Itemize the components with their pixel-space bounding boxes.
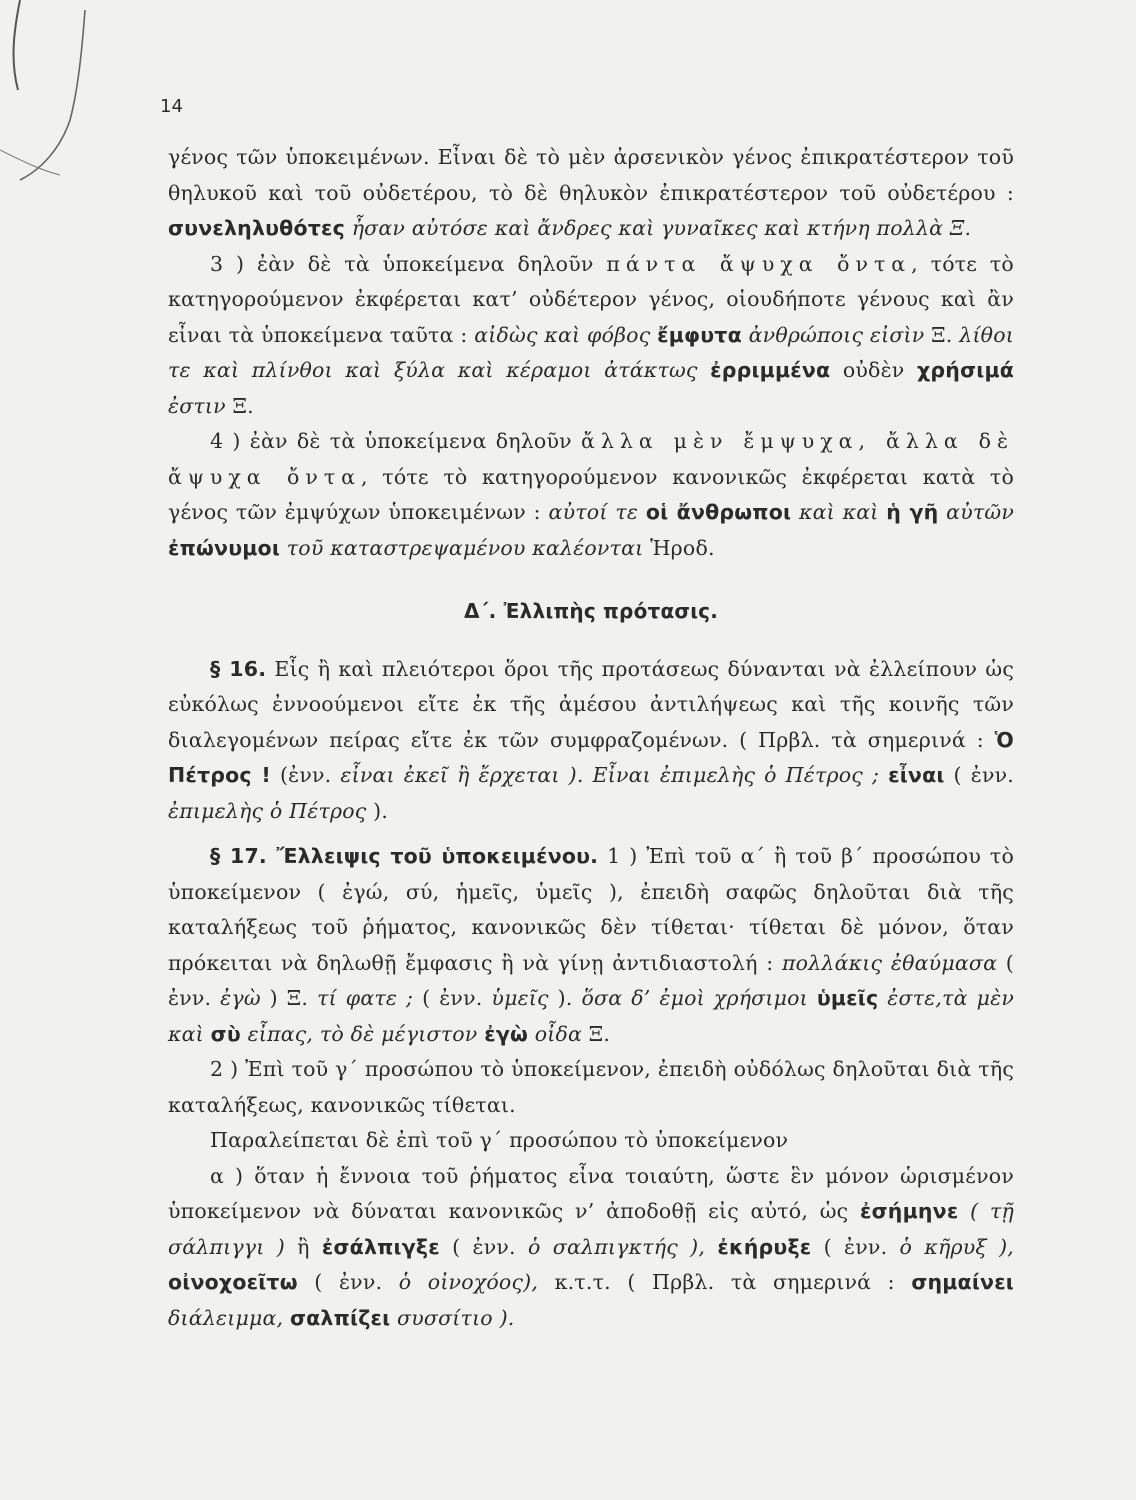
text: Ξ. xyxy=(924,322,960,347)
example-italic: τοῦ καταστρεψαμένου καλέονται xyxy=(280,535,644,560)
example-italic: οἶδα xyxy=(528,1021,583,1046)
text: (ἐνν. xyxy=(270,763,341,787)
text: Ξ. xyxy=(582,1021,611,1046)
page-number: 14 xyxy=(160,96,183,117)
text: ( ἐνν. xyxy=(811,1234,900,1259)
example-italic: ἀνθρώποις εἰσὶν xyxy=(741,322,925,347)
example-italic: λίθοι τε καὶ πλίνθοι καὶ ξύλα καὶ κέραμοι ἀτάκτως xyxy=(168,322,1015,382)
section-label: § 16. xyxy=(210,656,267,681)
text: ). xyxy=(548,986,582,1010)
text: , τότε τὸ κατηγορούμενον κανονικῶς ἐκφέρεται κατὰ τὸ γένος τῶν ἐμψύχων ὑποκειμένων : xyxy=(168,464,1014,524)
text: ). xyxy=(366,798,389,823)
example-bold: Ὁ Πέτρος ! xyxy=(168,727,1014,787)
example-bold: ἐγὼ xyxy=(484,1021,528,1046)
spaced-emphasis: πάντα ἄψυχα ὄντα xyxy=(606,251,912,276)
paragraph-omitted-subject: Παραλείπεται δὲ ἐπὶ τοῦ γ΄ προσώπου τὸ ὑποκείμενον xyxy=(210,1128,789,1152)
example-bold: ἐπώνυμοι xyxy=(168,535,281,560)
example-italic: ἐστε,τὰ μὲν καὶ xyxy=(168,986,1015,1046)
example-italic: ἐπιμελὴς ὁ Πέτρος xyxy=(168,798,367,823)
example-bold: οἱ ἄνθρωποι xyxy=(645,500,792,524)
text: 3 ) ἐὰν δὲ τὰ ὑποκείμενα δηλοῦν xyxy=(210,251,607,276)
example-italic: καὶ καὶ xyxy=(791,500,887,524)
example-italic: αἰδὼς καὶ φόβος xyxy=(474,322,658,347)
example-italic: ( τῇ σάλπιγγι ) xyxy=(168,1199,1015,1259)
section-heading: Δ΄. Ἐλλιπὴς πρότασις. xyxy=(463,599,719,623)
paragraph-rule-3 xyxy=(168,247,1014,425)
text: οὐδὲν xyxy=(830,358,917,382)
text: ( ἐνν. xyxy=(413,986,492,1010)
page-body xyxy=(168,140,1014,1336)
example-italic: αὐτῶν xyxy=(938,500,1014,524)
example-bold: ἔμφυτα xyxy=(657,322,742,347)
paragraph-section-17 xyxy=(168,839,1014,1052)
text: ( ἐνν. xyxy=(944,763,1014,787)
paragraph-section-16 xyxy=(168,652,1014,830)
text: ἢ xyxy=(297,1234,322,1259)
example-bold: ὑμεῖς xyxy=(816,986,879,1010)
example-italic: εἶπας, τὸ δὲ μέγιστον xyxy=(240,1021,485,1046)
example-italic: ἦσαν αὐτόσε καὶ ἄνδρες καὶ γυναῖκες καὶ κτήνη πολλὰ Ξ. xyxy=(344,216,972,240)
example-bold: χρήσιμά xyxy=(917,358,1015,382)
text: Εἷς ἢ καὶ πλειότεροι ὅροι τῆς προτάσεως δύνανται νὰ ἐλλείπουν ὡς εὐκόλως ἐννοούμενοι εἴτε ἐκ τῆς ἀμέσου ἀντιλήψεως καὶ τῆς κοινῆς τῶν διαλεγομένων πείρας εἴτε ἐκ τῶν συμφραζομένων. ( Πρβλ. τὰ σημερινά : xyxy=(168,656,1015,752)
text: ( ἐνν. xyxy=(168,950,1014,1010)
text: , τότε τὸ κατηγορούμενον ἐκφέρεται κατ’ οὐδέτερον γένος, οἱουδήποτε γένους καὶ ἂν εἶναι τὰ ὑποκείμενα ταῦτα : xyxy=(168,251,1014,347)
text: ( ἐνν. xyxy=(297,1270,399,1294)
example-italic: τί φατε ; xyxy=(317,986,414,1010)
example-italic: ὁ κῆρυξ ), xyxy=(899,1234,1015,1259)
section-label: § 17. Ἔλλειψις τοῦ ὑποκειμένου. xyxy=(210,844,599,868)
text xyxy=(705,1235,717,1259)
example-italic: ἐστιν xyxy=(168,393,226,418)
example-italic: ὁ σαλπιγκτής ), xyxy=(528,1234,706,1259)
example-bold: σὺ xyxy=(210,1021,241,1046)
example-bold: ἐκήρυξε xyxy=(717,1234,812,1259)
example-italic: ὑμεῖς xyxy=(491,986,549,1010)
example-italic: εἶναι ἐκεῖ ἢ ἔρχεται ). Εἶναι ἐπιμελὴς ὁ Πέτρος ; xyxy=(340,763,880,787)
text: κ.τ.τ. ( Πρβλ. τὰ σημερινά : xyxy=(538,1270,912,1294)
paragraph-third-person: 2 ) Ἐπὶ τοῦ γ΄ προσώπου τὸ ὑποκείμενον, ἐπειδὴ οὐδόλως δηλοῦται διὰ τῆς καταλήξεως, κανονικῶς τίθεται. xyxy=(168,1057,1014,1117)
text: ) Ξ. xyxy=(260,986,318,1010)
text: Ἡροδ. xyxy=(643,535,715,560)
text xyxy=(879,763,888,787)
example-italic: διάλειμμα, xyxy=(168,1305,290,1330)
example-bold: εἶναι xyxy=(888,763,945,787)
text: Ξ. xyxy=(225,393,254,418)
example-bold: ἐσήμηνε xyxy=(860,1199,959,1223)
example-italic: ὅσα δ’ ἐμοὶ χρήσιμοι xyxy=(581,986,817,1010)
paragraph-gender-precedence xyxy=(168,140,1014,247)
text: 4 ) ἐὰν δὲ τὰ ὑποκείμενα δηλοῦν xyxy=(210,429,581,453)
example-bold: ἡ γῆ xyxy=(886,500,939,524)
text: α ) ὅταν ἡ ἔννοια τοῦ ῥήματος εἶνα τοιαύτη, ὥστε ἓν μόνον ὡρισμένον ὑποκείμενον νὰ δύναται κανονικῶς ν’ ἀποδοθῇ εἰς αὐτό, ὡς xyxy=(168,1163,1014,1223)
example-bold: σαλπίζει xyxy=(289,1305,391,1330)
paragraph-case-a xyxy=(168,1159,1014,1337)
example-italic: αὐτοί τε xyxy=(548,500,646,524)
example-bold: ἐσάλπιγξε xyxy=(321,1234,440,1259)
text: γένος τῶν ὑποκειμένων. Εἶναι δὲ τὸ μὲν ἀρσενικὸν γένος ἐπικρατέστερον τοῦ θηλυκοῦ καὶ τοῦ οὐδετέρου, τὸ δὲ θηλυκὸν ἐπικρατέστερον τοῦ οὐδετέρου : xyxy=(168,145,1014,205)
example-italic: ἐγὼ xyxy=(220,986,261,1010)
example-bold: οἰνοχοεῖτω xyxy=(168,1270,298,1294)
text: 1 ) Ἐπὶ τοῦ α΄ ἢ τοῦ β΄ προσώπου τὸ ὑποκείμενον ( ἐγώ, σύ, ἡμεῖς, ὑμεῖς ), ἐπειδὴ σαφῶς δηλοῦται διὰ τῆς καταλήξεως τοῦ ῥήματος, κανονικῶς δὲν τίθεται· τίθεται δὲ μόνον, ὅταν πρόκειται νὰ δηλωθῇ ἔμφασις ἢ νὰ γίνῃ ἀντιδιαστολή : xyxy=(168,844,1014,975)
pencil-scribble-mark xyxy=(0,0,110,190)
example-italic: συσσίτιο ). xyxy=(390,1305,515,1330)
example-bold: σημαίνει xyxy=(911,1270,1014,1294)
example-bold: ἐρριμμένα xyxy=(710,358,831,382)
text: ( ἐνν. xyxy=(439,1234,529,1259)
example-italic: ὁ οἰνοχόος), xyxy=(398,1270,539,1294)
spaced-emphasis: ἄλλα μὲν ἔμψυχα, ἄλλα δὲ ἄψυχα ὄντα xyxy=(168,429,1014,489)
example-italic: πολλάκις ἐθαύμασα xyxy=(782,950,998,975)
example-bold: συνεληλυθότες xyxy=(168,216,345,240)
paragraph-rule-4 xyxy=(168,424,1014,566)
